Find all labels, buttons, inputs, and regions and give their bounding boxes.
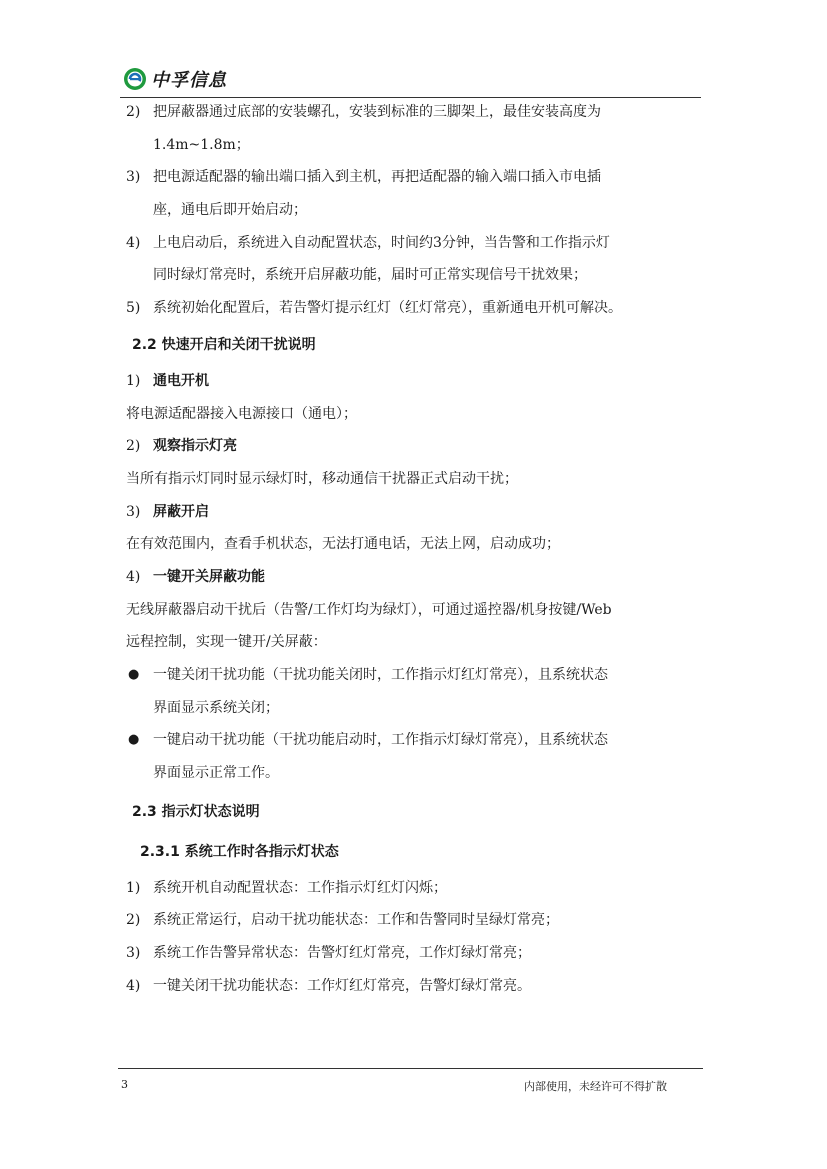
item-text: 系统初始化配置后，若告警灯提示红灯（红灯常亮），重新通电开机可解决。 [153, 300, 622, 317]
item-text: 上电启动后，系统进入自动配置状态，时间约3分钟，当告警和工作指示灯 [153, 234, 610, 251]
item-text: 一键关闭干扰功能状态：工作灯红灯常亮，告警灯绿灯常亮。 [153, 977, 531, 994]
item-text: 把电源适配器的输出端口插入到主机，再把适配器的输入端口插入市电插 [153, 169, 601, 186]
item-number: 4) [126, 977, 141, 994]
item-number: 4) [126, 234, 141, 251]
list-item-cont [120, 259, 705, 292]
step-description: 远程控制，实现一键开/关屏蔽： [126, 634, 327, 651]
subsection-title: 2.3.1 系统工作时各指示灯状态 [140, 843, 339, 860]
step-item [120, 365, 705, 398]
item-number: 3) [126, 169, 141, 186]
bullet-text: 界面显示正常工作。 [153, 765, 279, 782]
page-number: 3 [121, 1078, 128, 1091]
item-number: 1) [126, 879, 141, 896]
bullet-text: 一键启动干扰功能（干扰功能启动时，工作指示灯绿灯常亮），且系统状态 [153, 732, 608, 749]
item-number: 2) [126, 912, 141, 929]
bullet-text: 界面显示系统关闭； [153, 699, 279, 716]
item-number: 2) [126, 104, 141, 120]
list-item [120, 937, 705, 970]
section-title: 2.2 快速开启和关闭干扰说明 [132, 336, 316, 353]
list-item-cont [120, 194, 705, 227]
company-logo [123, 66, 227, 92]
step-number: 2) [126, 438, 141, 455]
bullet-icon: ● [128, 667, 140, 682]
step-item [120, 496, 705, 529]
bullet-item [120, 724, 705, 757]
step-number: 4) [126, 568, 141, 585]
item-text: 系统正常运行，启动干扰功能状态：工作和告警同时呈绿灯常亮； [153, 912, 559, 929]
logo-text: 中孚信息 [151, 70, 227, 91]
item-text: 同时绿灯常亮时，系统开启屏蔽功能，届时可正常实现信号干扰效果； [153, 267, 587, 284]
item-number: 5) [126, 300, 141, 317]
page-header [120, 64, 701, 98]
page-content [120, 96, 705, 1003]
item-text: 座，通电后即开始启动； [153, 202, 307, 219]
item-text: 系统工作告警异常状态：告警灯红灯常亮，工作灯绿灯常亮； [153, 945, 531, 962]
step-number: 3) [126, 503, 141, 520]
list-item [120, 970, 705, 1003]
step-description: 在有效范围内，查看手机状态，无法打通电话，无法上网，启动成功； [126, 536, 560, 553]
step-title: 屏蔽开启 [153, 503, 209, 520]
list-item [120, 96, 705, 129]
step-desc [120, 398, 705, 431]
bullet-icon: ● [128, 732, 140, 748]
step-number: 1) [126, 372, 141, 389]
step-title: 一键开关屏蔽功能 [153, 568, 265, 585]
list-item [120, 292, 705, 325]
list-item [120, 872, 705, 905]
item-text: 系统开机自动配置状态：工作指示灯红灯闪烁； [153, 879, 447, 896]
footer-divider [118, 1068, 703, 1069]
bullet-text: 一键关闭干扰功能（干扰功能关闭时，工作指示灯红灯常亮），且系统状态 [153, 667, 608, 683]
step-description: 当所有指示灯同时显示绿灯时，移动通信干扰器正式启动干扰； [126, 470, 518, 487]
step-title: 通电开机 [153, 372, 209, 389]
step-desc [120, 528, 705, 561]
bullet-item [120, 659, 705, 692]
bullet-item-cont [120, 757, 705, 790]
list-item [120, 227, 705, 260]
list-item [120, 904, 705, 937]
item-text: 1.4m~1.8m； [153, 136, 250, 153]
item-text: 把屏蔽器通过底部的安装螺孔，安装到标准的三脚架上，最佳安装高度为 [153, 104, 601, 120]
list-item-cont [120, 129, 705, 162]
footer-note: 内部使用，未经许可不得扩散 [524, 1080, 667, 1093]
logo-icon [123, 67, 147, 91]
step-item [120, 430, 705, 463]
section-title: 2.3 指示灯状态说明 [132, 803, 260, 820]
bullet-item-cont [120, 692, 705, 725]
section-heading [120, 325, 705, 365]
step-title: 观察指示灯亮 [153, 438, 237, 455]
step-desc-cont [120, 626, 705, 659]
list-item [120, 161, 705, 194]
step-desc [120, 463, 705, 496]
step-desc [120, 594, 705, 627]
step-description: 无线屏蔽器启动干扰后（告警/工作灯均为绿灯），可通过遥控器/机身按键/Web [126, 601, 612, 618]
item-number: 3) [126, 945, 141, 962]
step-item [120, 561, 705, 594]
subsection-heading [120, 832, 705, 872]
step-description: 将电源适配器接入电源接口（通电）； [126, 405, 357, 422]
section-heading [120, 790, 705, 832]
